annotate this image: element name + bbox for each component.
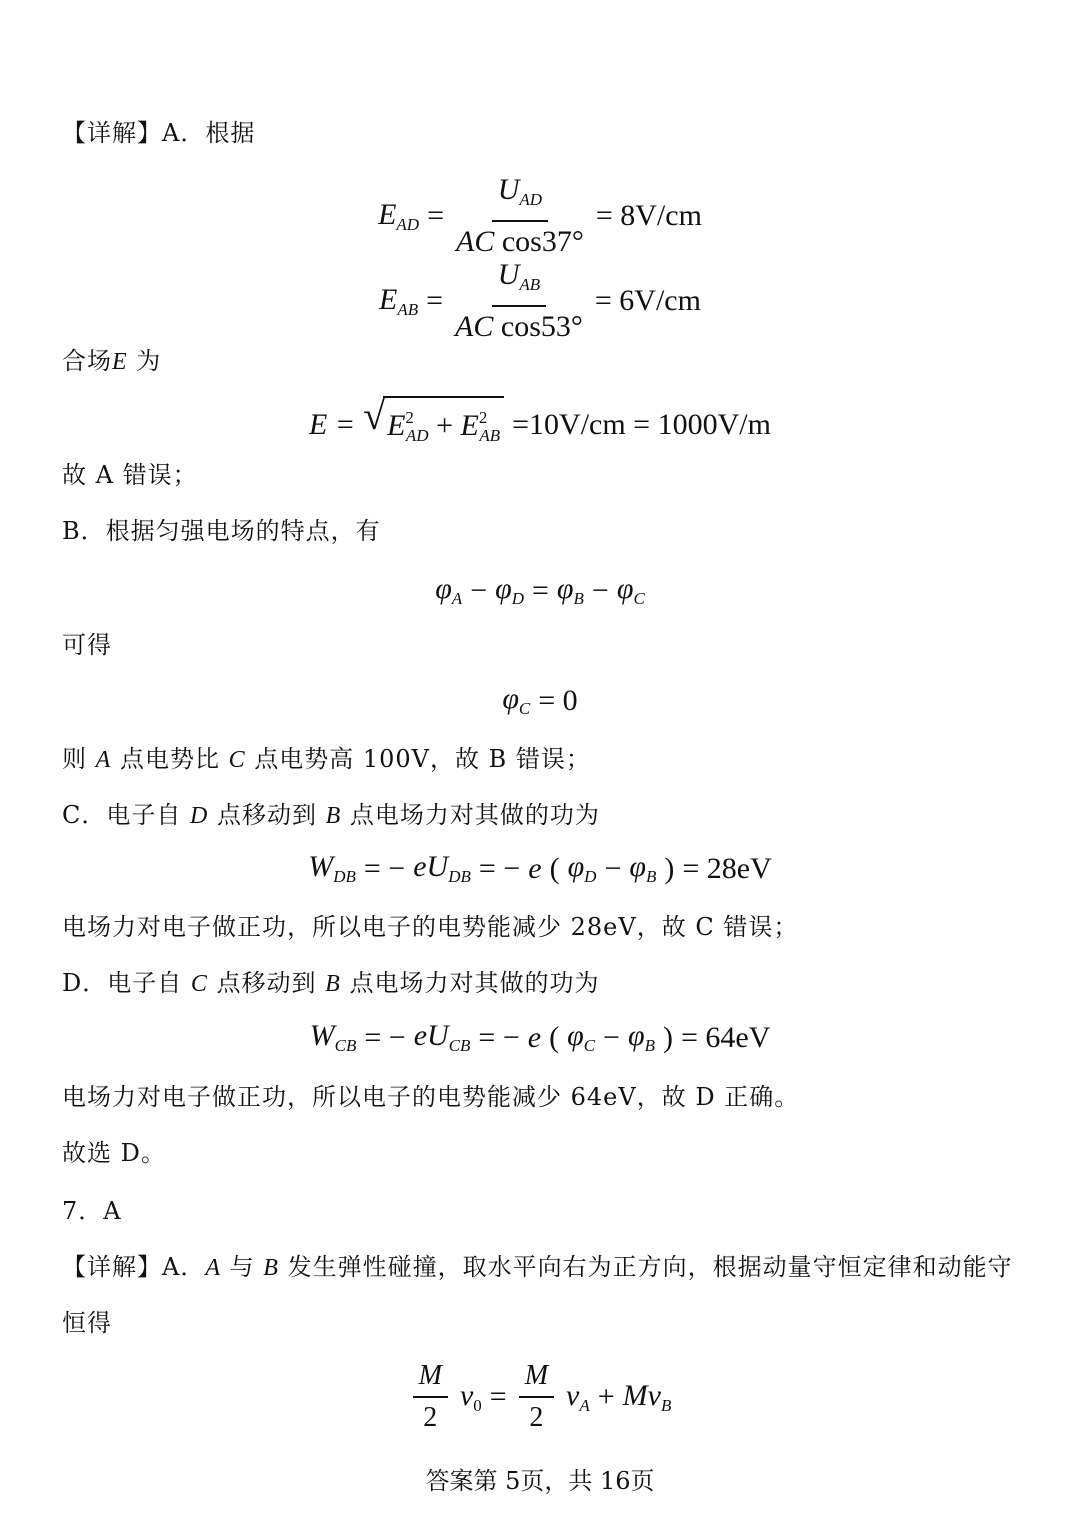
equation-e-total: E = √ $E^2_{AD} + E^2_{AB}$ =10V/cm = 1000V/m xyxy=(0,396,1080,454)
paragraph-combined-field: 合场E 为 xyxy=(62,347,162,375)
fraction: $\frac{U_{AB}}{\text{AC cos53°}}$ xyxy=(455,258,583,343)
paragraph-detail-7-cont: 恒得 xyxy=(62,1309,112,1337)
paragraph-potential-compare: 则 A 点电势比 C 点电势高 100V，故 B 错误； xyxy=(62,745,591,773)
paragraph-b-intro: B．根据匀强电场的特点，有 xyxy=(62,517,381,545)
page-footer: 答案第 5页，共 16页 xyxy=(425,1467,655,1495)
paragraph-c-conclusion: 电场力对电子做正功，所以电子的电势能减少 28eV，故 C 错误； xyxy=(62,913,799,941)
equation-phi-relation: $\varphi_A$ − $\varphi_D$ = $\varphi_B$ − $\varphi_C$ xyxy=(435,572,645,608)
paragraph-detail-a xyxy=(62,118,255,148)
equation-w-db: $W_{DB}$ = − $eU_{DB}$ = − e ( $\varphi_D$ − $\varphi_B$ ) = 28eV xyxy=(308,850,772,886)
paragraph-d-intro: D．电子自 C 点移动到 B 点电场力对其做的功为 xyxy=(62,969,600,997)
sqrt-expression: √ $E^2_{AD} + E^2_{AB}$ xyxy=(363,396,504,454)
equation-phi-c: $\varphi_C$ = 0 xyxy=(502,682,578,718)
paragraph-therefore: 可得 xyxy=(62,631,112,659)
equation-eab: $E_{AB}$ = $\frac{U_{AB}}{\text{AC cos53°}}$ = 6V/cm xyxy=(379,258,701,343)
fraction: $\frac{U_{AD}}{\text{AC cos37°}}$ xyxy=(456,173,584,258)
equation-momentum: $\frac{M}{2}$ $v_0$ = $\frac{M}{2}$ $v_A$ + $Mv_B$ xyxy=(0,1358,1080,1436)
paragraph-c-intro: C．电子自 D 点移动到 B 点电场力对其做的功为 xyxy=(62,801,600,829)
paragraph-d-conclusion: 电场力对电子做正功，所以电子的电势能减少 64eV，故 D 正确。 xyxy=(62,1083,800,1111)
eq-lhs: $E_{AD}$ xyxy=(378,197,420,234)
eq-rhs: = 8V/cm xyxy=(595,199,702,232)
equation-w-cb: $W_{CB}$ = − $eU_{CB}$ = − e ( $\varphi_C$ − $\varphi_B$ ) = 64eV xyxy=(309,1019,771,1055)
paragraph-answer-d: 故选 D。 xyxy=(62,1139,166,1167)
detail-bracket: 【详解】 xyxy=(62,119,162,147)
eq-lhs: $E_{AB}$ xyxy=(379,282,419,319)
eq-rhs: = 6V/cm xyxy=(594,284,701,317)
question-7-answer: 7．A xyxy=(62,1197,122,1225)
paragraph-text: A．根据 xyxy=(162,119,256,147)
equation-ead: $E_{AD}$ = $\frac{U_{AD}}{\text{AC cos37°}}$ = 8V/cm xyxy=(378,173,702,258)
paragraph-a-wrong: 故 A 错误； xyxy=(62,461,198,489)
paragraph-detail-7: 【详解】A．A 与 B 发生弹性碰撞，取水平向右为正方向，根据动量守恒定律和动能守 xyxy=(62,1253,1013,1281)
